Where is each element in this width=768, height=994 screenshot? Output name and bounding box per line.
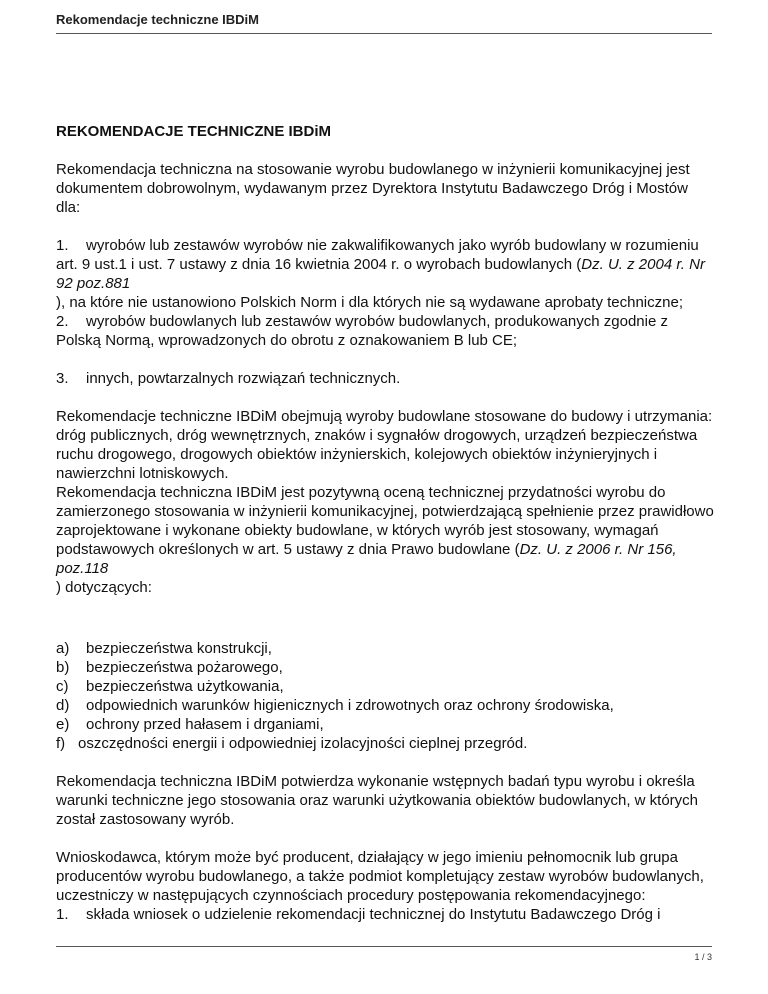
intro-paragraph: Rekomendacja techniczna na stosowanie wyrobu budowlanego w inżynierii komunikacyjnej jest dokumentem dobrowolnym, wydawanym przez Dyrektora Instytutu Badawczego Dróg i Mostów dla: [56, 161, 690, 216]
list-item-text: innych, powtarzalnych rozwiązań technicznych. [86, 370, 401, 387]
requirement-letter: a) [56, 640, 70, 657]
applicant-paragraph: Wnioskodawca, którym może być producent, działający w jego imieniu pełnomocnik lub grupa producentów wyrobu budowlanego, a także podmiot kompletujący zestaw wyrobów budowlanych, uczestniczy w następujących czynnościach procedury postępowania rekomendacyjnego: [56, 849, 704, 904]
confirmation-paragraph: Rekomendacja techniczna IBDiM potwierdza wykonanie wstępnych badań typu wyrobu i określa warunki techniczne jego stosowania oraz warunki użytkowania obiektów budowlanych, w których został zastosowany wyrób. [56, 773, 698, 828]
header-divider [56, 33, 712, 34]
list-item-1 [56, 236, 716, 312]
list-item-2 [56, 312, 716, 350]
page-number: 1 / 3 [694, 952, 712, 962]
requirement-text: bezpieczeństwa użytkowania, [86, 678, 284, 695]
requirement-letter: b) [56, 659, 70, 676]
requirement-item [56, 734, 716, 753]
assessment-text: Rekomendacja techniczna IBDiM jest pozytywną oceną technicznej przydatności wyrobu do zamierzonego stosowania w inżynierii komunikacyjnej, potwierdzającą spełnienie przez prawidłowo zaprojektowane i wykonane obiekty budowlane, w których wyrób jest stosowany, wymagań podstawowych określonych w art. 5 ustawy z dnia Prawo budowlane ( [56, 484, 714, 558]
requirement-text: ochrony przed hałasem i drganiami, [86, 716, 324, 733]
assessment-paragraph [56, 483, 716, 597]
requirement-letter: f) [56, 735, 66, 752]
list-item-number: 2. [56, 313, 69, 330]
list-item-continuation: ), na które nie ustanowiono Polskich Norm i dla których nie są wydawane aprobaty techniczne; [56, 294, 683, 311]
list-item-number: 1. [56, 237, 69, 254]
requirement-text: bezpieczeństwa konstrukcji, [86, 640, 272, 657]
requirement-item [56, 639, 716, 658]
procedure-step-text: składa wniosek o udzielenie rekomendacji technicznej do Instytutu Badawczego Dróg i [86, 906, 661, 923]
list-item-text: wyrobów lub zestawów wyrobów nie zakwalifikowanych jako wyrób budowlany w rozumieniu art. 9 ust.1 i ust. 7 ustawy z dnia 16 kwietnia 2004 r. o wyrobach budowlanych ( [56, 237, 699, 273]
requirement-letter: d) [56, 697, 70, 714]
requirement-letter: c) [56, 678, 69, 695]
requirement-item [56, 715, 716, 734]
requirement-item [56, 658, 716, 677]
requirement-text: odpowiednich warunków higienicznych i zdrowotnych oraz ochrony środowiska, [86, 697, 614, 714]
procedure-step-number: 1. [56, 906, 69, 923]
footer-divider [56, 946, 712, 947]
legal-citation: Dz. U. z 2006 r. Nr 156, poz.118 [56, 541, 677, 577]
procedure-step-1 [56, 905, 716, 924]
document-header-title: Rekomendacje techniczne IBDiM [56, 12, 259, 27]
requirement-text: oszczędności energii i odpowiedniej izolacyjności cieplnej przegród. [78, 735, 528, 752]
requirement-letter: e) [56, 716, 70, 733]
legal-citation: Dz. U. z 2004 r. Nr 92 poz.881 [56, 256, 705, 292]
requirement-item [56, 677, 716, 696]
scope-paragraph: Rekomendacje techniczne IBDiM obejmują wyroby budowlane stosowane do budowy i utrzymania: dróg publicznych, dróg wewnętrznych, znaków i sygnałów drogowych, urządzeń bezpieczeństwa ruchu drogowego, drogowych obiektów inżynierskich, kolejowych obiektów inżynieryjnych i nawierzchni lotniskowych. [56, 408, 713, 482]
list-item-number: 3. [56, 370, 69, 387]
list-item-3 [56, 369, 716, 388]
assessment-continuation: ) dotyczących: [56, 579, 152, 596]
document-heading: REKOMENDACJE TECHNICZNE IBDiM [56, 123, 332, 140]
requirement-text: bezpieczeństwa pożarowego, [86, 659, 283, 676]
document-body [56, 122, 716, 924]
requirement-item [56, 696, 716, 715]
list-item-text: wyrobów budowlanych lub zestawów wyrobów budowlanych, produkowanych zgodnie z Polską Normą, wprowadzonych do obrotu z oznakowaniem B lub CE; [56, 313, 668, 349]
